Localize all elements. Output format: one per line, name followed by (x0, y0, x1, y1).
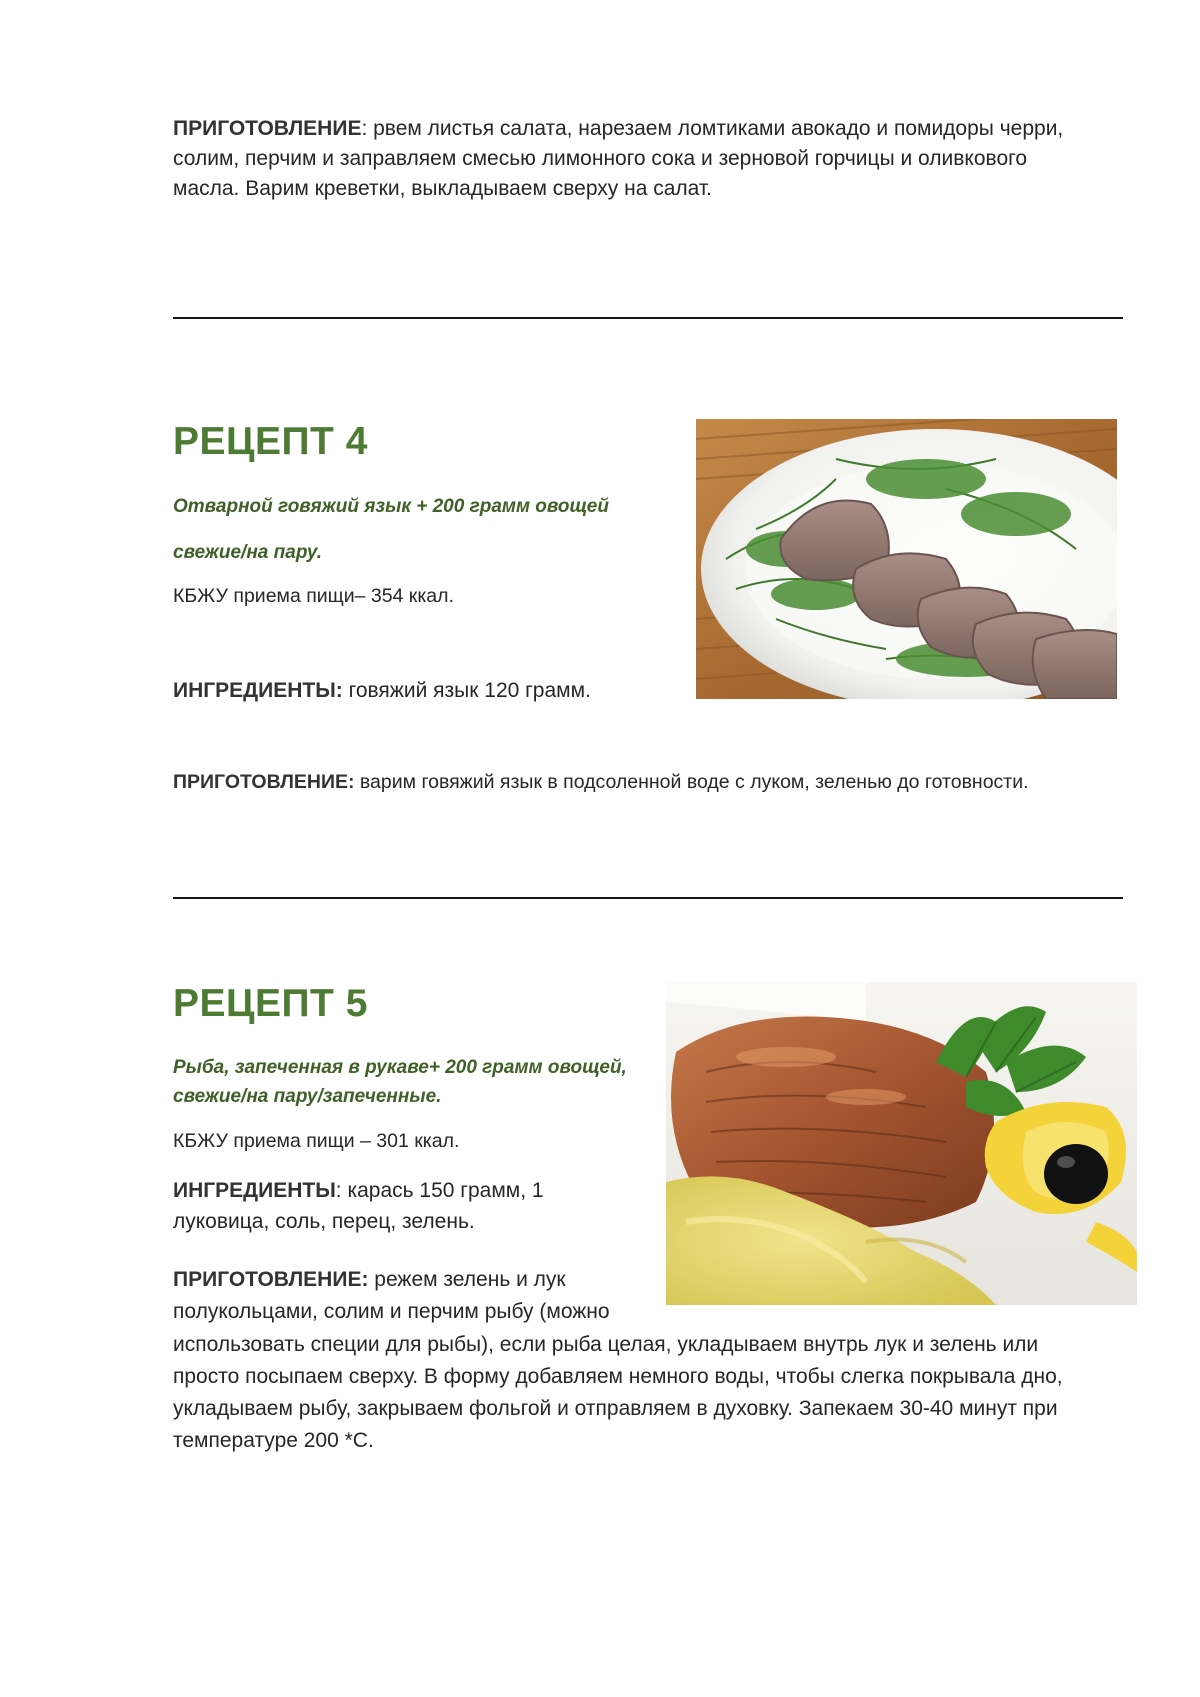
intro-prep-line-2: солим, перчим и заправляем смесью лимонного сока и зерновой горчицы и оливкового (173, 147, 1027, 170)
recipe-4-title: РЕЦЕПТ 4 (173, 420, 368, 463)
recipe-5-subtitle-line-1: Рыба, запеченная в рукаве+ 200 грамм овощей, (173, 1057, 627, 1078)
boiled-tongue-photo (696, 419, 1117, 699)
recipe-4-prep-text: варим говяжий язык в подсоленной воде с луком, зеленью до готовности. (354, 771, 1029, 793)
recipe-5-prep-text-1: режем зелень и лук (368, 1268, 566, 1291)
recipe-5-title: РЕЦЕПТ 5 (173, 982, 368, 1025)
intro-prep-text-1: рвем листья салата, нарезаем ломтиками авокадо и помидоры черри, (373, 117, 1064, 140)
intro-prep-label: ПРИГОТОВЛЕНИЕ (173, 117, 362, 140)
recipe-4-ingredients-text: говяжий язык 120 грамм. (342, 679, 591, 702)
intro-prep-sep: : (361, 117, 374, 140)
section-divider-1 (173, 317, 1123, 319)
section-divider-2 (173, 897, 1123, 899)
recipe-5-ingredients-label: ИНГРЕДИЕНТЫ (173, 1179, 336, 1202)
recipe-5-prep-line-4: просто посыпаем сверху. В форму добавляем немного воды, чтобы слегка покрывала дно, (173, 1365, 1063, 1388)
intro-prep-line-3: масла. Варим креветки, выкладываем сверху на салат. (173, 177, 713, 200)
recipe-5-ingredients-line-2: луковица, соль, перец, зелень. (173, 1210, 475, 1233)
recipe-5-prep-line-3: использовать специи для рыбы), если рыба целая, укладываем внутрь лук и зелень или (173, 1333, 1039, 1356)
recipe-5-prep-line-5: укладываем рыбу, закрываем фольгой и отправляем в духовку. Запекаем 30-40 минут при (173, 1397, 1058, 1420)
recipe-5-subtitle-line-2: свежие/на пару/запеченные. (173, 1086, 442, 1107)
recipe-5-prep-line-6: температуре 200 *С. (173, 1429, 374, 1452)
recipe-4-subtitle-line-1: Отварной говяжий язык + 200 грамм овощей (173, 496, 609, 517)
recipe-5-ingredients-line-1 (173, 1176, 544, 1206)
recipe-4-prep-label: ПРИГОТОВЛЕНИЕ: (173, 771, 355, 793)
recipe-5-prep-line-1 (173, 1265, 566, 1295)
recipe-4-kbju: КБЖУ приема пищи– 354 ккал. (173, 585, 454, 607)
recipe-5-ingredients-text-1: : карась 150 грамм, 1 (335, 1179, 544, 1202)
recipe-4-subtitle-line-2: свежие/на пару. (173, 542, 323, 563)
recipe-5-prep-line-2: полукольцами, солим и перчим рыбу (можно (173, 1300, 610, 1323)
recipe-5-prep-label: ПРИГОТОВЛЕНИЕ: (173, 1268, 369, 1291)
baked-fish-photo (666, 982, 1137, 1305)
recipe-4-ingredients-label: ИНГРЕДИЕНТЫ: (173, 679, 343, 702)
recipe-5-kbju: КБЖУ приема пищи – 301 ккал. (173, 1130, 460, 1152)
intro-prep-line-1 (173, 114, 1063, 144)
recipe-4-ingredients (173, 676, 591, 706)
recipe-4-prep (173, 767, 1029, 797)
